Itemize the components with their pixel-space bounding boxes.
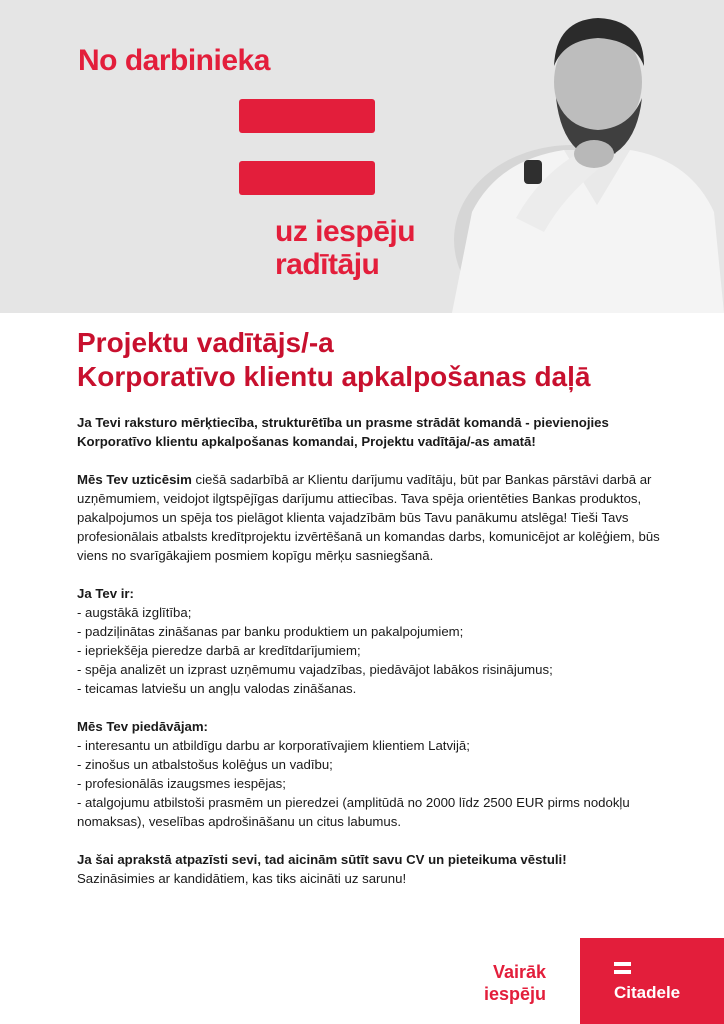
job-description	[77, 413, 687, 888]
citadele-logo	[580, 938, 724, 1024]
equals-sign-top-bar	[239, 99, 375, 133]
list-item: - atalgojumu atbilstoši prasmēm un pieredzei (amplitūdā no 2000 līdz 2500 EUR pirms nodokļu nomaksas), veselības apdrošināšanu un citus labumus.	[77, 795, 630, 829]
requirements-heading: Ja Tev ir:	[77, 586, 134, 601]
equals-sign-bottom-bar	[239, 161, 375, 195]
list-item: - spēja analizēt un izprast uzņēmumu vajadzības, piedāvājot labākos risinājumus;	[77, 662, 553, 677]
employee-photo	[452, 0, 724, 313]
closing-note: Sazināsimies ar kandidātiem, kas tiks aicināti uz sarunu!	[77, 871, 407, 886]
list-item: - padziļinātas zināšanas par banku produktiem un pakalpojumiem;	[77, 624, 464, 639]
hero-headline-top: No darbinieka	[78, 44, 270, 77]
job-title-line2: Korporatīvo klientu apkalpošanas daļā	[77, 361, 591, 392]
footer-slogan	[484, 961, 546, 1005]
requirements-list	[77, 603, 687, 698]
list-item: - interesantu un atbildīgu darbu ar korporatīvajiem klientiem Latvijā;	[77, 738, 470, 753]
closing-call-to-action: Ja šai aprakstā atpazīsti sevi, tad aicinām sūtīt savu CV un pieteikuma vēstuli!	[77, 852, 567, 867]
offer-list	[77, 736, 687, 831]
intro-paragraph: Ja Tevi raksturo mērķtiecība, strukturētība un prasme strādāt komandā - pievienojies Korporatīvo klientu apkalpošanas komandai, Projektu vadītāja/-as amatā!	[77, 415, 609, 449]
list-item: - teicamas latviešu un angļu valodas zināšanas.	[77, 681, 357, 696]
list-item: - augstākā izglītība;	[77, 605, 192, 620]
trust-text: ciešā sadarbībā ar Klientu darījumu vadītāju, būt par Bankas pārstāvi darbā ar uzņēmumiem, veidojot ilgtspējīgas darījumu attiecības. Tava spēja orientēties Bankas produktos, pakalpojumos un spēja tos pielāgot klienta vajadzībām būs Tavu panākumu atslēga! Tieši Tavs profesionālais atbalsts kredītprojektu izvērtēšanā un komandas darbs, komunicējot ar kolēģiem, būs viens no svarīgākajiem posmiem kopīgu mērķu sasniegšanā.	[77, 472, 660, 563]
slogan-line1: Vairāk	[492, 962, 546, 982]
hero-headline-bottom	[275, 215, 415, 281]
slogan-line2: iespēju	[483, 984, 546, 1004]
list-item: - zinošus un atbalstošus kolēģus un vadību;	[77, 757, 333, 772]
hero-headline-bottom-line1: uz iespēju	[275, 215, 416, 248]
logo-wordmark: Citadele	[614, 983, 681, 1002]
offer-heading: Mēs Tev piedāvājam:	[77, 719, 208, 734]
hero-headline-bottom-line2: radītāju	[275, 248, 380, 281]
trust-lead: Mēs Tev uzticēsim	[77, 472, 192, 487]
job-title	[77, 326, 590, 394]
list-item: - profesionālās izaugsmes iespējas;	[77, 776, 286, 791]
trust-paragraph	[77, 470, 687, 565]
job-title-line1: Projektu vadītājs/-a	[77, 327, 334, 358]
equals-logo-icon	[614, 962, 631, 978]
list-item: - iepriekšēja pieredze darbā ar kredītdarījumiem;	[77, 643, 361, 658]
hero-banner	[0, 0, 724, 313]
